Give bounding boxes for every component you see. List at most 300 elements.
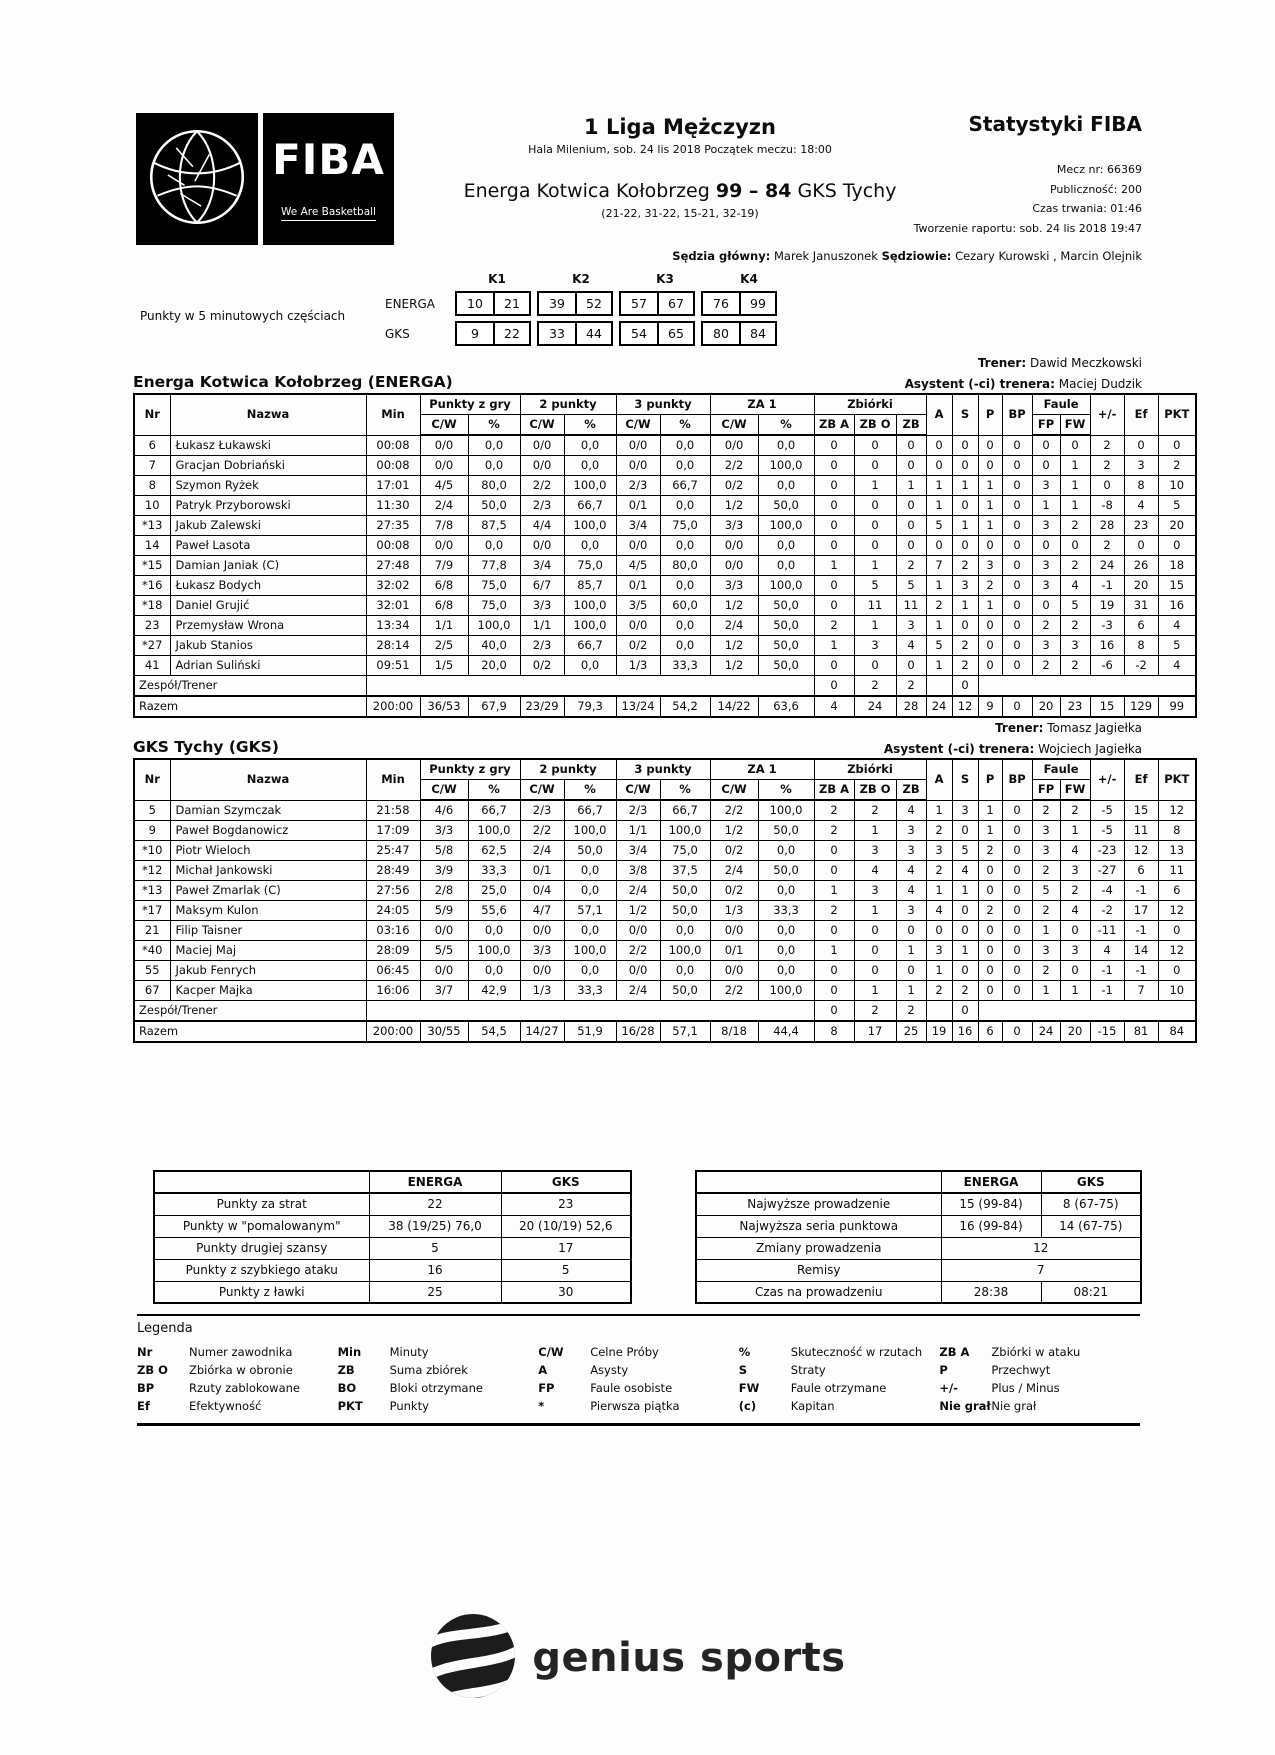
- stat-value: 1/1: [420, 616, 468, 636]
- stat-value: 24: [1090, 556, 1124, 576]
- stat-value: 2/3: [616, 476, 660, 496]
- summary-value: 16 (99-84): [941, 1215, 1041, 1237]
- stat-value: 0: [1002, 821, 1032, 841]
- assistant-name: Maciej Dudzik: [1058, 377, 1142, 391]
- stat-value: 100,0: [758, 981, 814, 1001]
- stat-value: 24: [1032, 1021, 1060, 1042]
- stat-column-header: C/W: [710, 415, 758, 436]
- stat-value: 1/5: [420, 656, 468, 676]
- stat-value: 3/3: [420, 821, 468, 841]
- stat-value: 0: [1158, 435, 1196, 456]
- stat-column-header: +/-: [1090, 394, 1124, 435]
- stat-value: 0: [978, 536, 1002, 556]
- stat-value: 8: [814, 1021, 854, 1042]
- stat-header-row: [134, 759, 1196, 780]
- stat-value: 3/4: [520, 556, 564, 576]
- stat-value: -1: [1090, 961, 1124, 981]
- stat-value: 0: [952, 616, 978, 636]
- stat-value: 50,0: [660, 981, 710, 1001]
- score-box-group: [619, 291, 695, 316]
- stat-column-header: PKT: [1158, 394, 1196, 435]
- row-label: Razem: [134, 696, 366, 717]
- stat-value: 0,0: [468, 456, 520, 476]
- stat-value: 0/0: [520, 961, 564, 981]
- stat-value: 3: [926, 841, 952, 861]
- stat-value: 0: [926, 456, 952, 476]
- stat-column-header: Nazwa: [170, 759, 366, 800]
- legend-desc: Rzuty zablokowane: [189, 1381, 301, 1395]
- summary-value: 30: [501, 1281, 631, 1303]
- stat-value: 17:09: [366, 821, 420, 841]
- stat-value: 0: [896, 961, 926, 981]
- stat-column-header: Min: [366, 394, 420, 435]
- stat-value: 1: [978, 516, 1002, 536]
- stat-value: 0,0: [564, 656, 616, 676]
- quarter-label: K4: [740, 272, 758, 286]
- stat-value: 27:56: [366, 881, 420, 901]
- player-number: *13: [134, 881, 170, 901]
- stat-value: 1/1: [616, 821, 660, 841]
- player-row: [134, 881, 1196, 901]
- stat-value: 0: [814, 496, 854, 516]
- stat-value: 2: [1060, 516, 1090, 536]
- legend-item: [538, 1381, 739, 1395]
- team-title-row: [133, 738, 1142, 756]
- fiba-logo: [136, 113, 394, 245]
- legend-desc: Minuty: [389, 1345, 429, 1359]
- stat-value: 0: [1002, 800, 1032, 821]
- stat-value: 0,0: [758, 476, 814, 496]
- stat-value: 0: [1158, 536, 1196, 556]
- summary-value: 28:38: [941, 1281, 1041, 1303]
- player-name: Jakub Fenrych: [170, 961, 366, 981]
- stat-value: 100,0: [564, 476, 616, 496]
- stat-value: 0: [854, 656, 896, 676]
- legend-desc: Faule otrzymane: [790, 1381, 887, 1395]
- summary-row: [696, 1193, 1141, 1215]
- stat-value: 24: [854, 696, 896, 717]
- player-row: [134, 656, 1196, 676]
- stat-value: 0: [1002, 476, 1032, 496]
- stat-value: 81: [1124, 1021, 1158, 1042]
- stat-value: 0: [896, 456, 926, 476]
- quarter-section-label: Punkty w 5 minutowych częściach: [140, 309, 346, 323]
- stat-value: 2/4: [616, 981, 660, 1001]
- stat-value: 0/0: [520, 435, 564, 456]
- player-number: 23: [134, 616, 170, 636]
- stat-value: 0: [1002, 861, 1032, 881]
- stat-value: 0: [1002, 496, 1032, 516]
- stat-value: 66,7: [468, 800, 520, 821]
- stat-value: 0,0: [564, 921, 616, 941]
- stat-value: 28:49: [366, 861, 420, 881]
- stat-value: 1: [1032, 921, 1060, 941]
- quarter-label: K3: [656, 272, 674, 286]
- player-number: *12: [134, 861, 170, 881]
- player-row: [134, 800, 1196, 821]
- stat-value: 00:08: [366, 435, 420, 456]
- stat-value: 20: [1032, 696, 1060, 717]
- legend-desc: Suma zbiórek: [389, 1363, 468, 1377]
- stat-value: 4: [1060, 901, 1090, 921]
- stat-value: 100,0: [564, 516, 616, 536]
- stat-value: 0: [854, 496, 896, 516]
- stat-value: -8: [1090, 496, 1124, 516]
- stat-value: 1: [854, 821, 896, 841]
- summary-value: 15 (99-84): [941, 1193, 1041, 1215]
- stat-value: 0/0: [710, 536, 758, 556]
- stat-value: 0: [854, 536, 896, 556]
- stat-column-header: P: [978, 394, 1002, 435]
- stat-value: 0/0: [420, 921, 468, 941]
- legend-title: Legenda: [137, 1321, 193, 1336]
- stat-value: 0,0: [660, 921, 710, 941]
- stat-value: 0/0: [520, 456, 564, 476]
- stat-value: 85,7: [564, 576, 616, 596]
- assistant-label: Asystent (-ci) trenera:: [904, 377, 1055, 391]
- legend-abbr: ZB A: [939, 1345, 970, 1359]
- stat-value: 0,0: [660, 456, 710, 476]
- score-box: 84: [739, 323, 775, 344]
- stat-value: 11:30: [366, 496, 420, 516]
- legend-abbr: FW: [738, 1381, 760, 1395]
- score-box-group: [701, 321, 777, 346]
- player-number: 14: [134, 536, 170, 556]
- stat-value: 50,0: [468, 496, 520, 516]
- legend-item: [939, 1399, 1140, 1413]
- stat-value: 1: [978, 800, 1002, 821]
- stat-value: 0: [854, 516, 896, 536]
- score-box-group: [537, 291, 613, 316]
- stat-value: 6: [1158, 881, 1196, 901]
- legend-abbr: Nr: [137, 1345, 153, 1359]
- summary-label: Remisy: [696, 1259, 941, 1281]
- player-row: [134, 941, 1196, 961]
- stat-value: 0: [896, 435, 926, 456]
- player-row: [134, 921, 1196, 941]
- legend-item: [338, 1381, 539, 1395]
- legend-abbr: BO: [337, 1381, 357, 1395]
- stat-value: 1: [814, 881, 854, 901]
- stat-value: 0,0: [564, 961, 616, 981]
- stat-value: 0: [1158, 961, 1196, 981]
- header-right: [802, 112, 1142, 238]
- legend-abbr: P: [939, 1363, 948, 1377]
- summary-label: Zmiany prowadzenia: [696, 1237, 941, 1259]
- stat-value: 50,0: [758, 656, 814, 676]
- legend-desc: Plus / Minus: [991, 1381, 1060, 1395]
- stat-column-header: +/-: [1090, 759, 1124, 800]
- stat-value: 0: [1060, 921, 1090, 941]
- stat-value: 30/55: [420, 1021, 468, 1042]
- stat-value: 03:16: [366, 921, 420, 941]
- stat-value: 4: [952, 861, 978, 881]
- stat-value: 0: [978, 616, 1002, 636]
- stat-value: 3: [1060, 941, 1090, 961]
- summary-row: [696, 1259, 1141, 1281]
- row-label: Razem: [134, 1021, 366, 1042]
- stat-value: 1: [1032, 496, 1060, 516]
- summary-value: 23: [501, 1193, 631, 1215]
- stat-value: 6/8: [420, 596, 468, 616]
- stat-value: 2: [952, 556, 978, 576]
- stat-value: 0/1: [520, 861, 564, 881]
- stat-value: 16: [1158, 596, 1196, 616]
- legend-item: [739, 1345, 940, 1359]
- stat-value: 1/3: [616, 656, 660, 676]
- player-number: 9: [134, 821, 170, 841]
- stat-value: 2: [1032, 656, 1060, 676]
- stat-value: 1: [978, 496, 1002, 516]
- stat-value: 0/0: [420, 456, 468, 476]
- stat-value: 1: [926, 881, 952, 901]
- stat-value: 50,0: [758, 496, 814, 516]
- stat-column-header: A: [926, 394, 952, 435]
- stat-value: 0: [926, 921, 952, 941]
- stat-value: 5/5: [420, 941, 468, 961]
- report-title: Statystyki FIBA: [968, 112, 1142, 136]
- summary-row: [696, 1281, 1141, 1303]
- stat-value: 0,0: [660, 435, 710, 456]
- stat-value: 0/4: [520, 881, 564, 901]
- team-label: GKS: [385, 326, 410, 341]
- stat-value: 2/4: [710, 861, 758, 881]
- player-row: [134, 961, 1196, 981]
- legend-item: [939, 1381, 1140, 1395]
- genius-sphere-icon: [429, 1612, 517, 1704]
- stat-value: 6: [978, 1021, 1002, 1042]
- stat-column-header: %: [564, 415, 616, 436]
- stat-value: 100,0: [564, 596, 616, 616]
- stat-value: 0: [1002, 435, 1032, 456]
- summary-column-header: ENERGA: [369, 1171, 501, 1193]
- score-box-group: [455, 321, 531, 346]
- stat-value: 1: [814, 636, 854, 656]
- leads-summary-table: [695, 1170, 1142, 1304]
- stat-value: 2: [1032, 861, 1060, 881]
- stat-value: 0: [1060, 961, 1090, 981]
- score-box: 33: [549, 326, 565, 341]
- stat-value: 0: [978, 636, 1002, 656]
- stat-value: 3: [1032, 516, 1060, 536]
- stat-value: 75,0: [468, 596, 520, 616]
- stat-value: 2/2: [520, 476, 564, 496]
- stat-value: 11: [1158, 861, 1196, 881]
- stat-value: 0,0: [660, 496, 710, 516]
- stat-value: 0: [1002, 1021, 1032, 1042]
- stat-value: 33,3: [660, 656, 710, 676]
- stat-value: 3: [1032, 556, 1060, 576]
- legend-desc: Kapitan: [790, 1399, 835, 1413]
- stat-value: 3: [1032, 941, 1060, 961]
- stat-value: 3/9: [420, 861, 468, 881]
- stat-value: 0: [814, 921, 854, 941]
- stat-value: 0: [1002, 456, 1032, 476]
- player-number: *17: [134, 901, 170, 921]
- stat-value: 3/4: [616, 516, 660, 536]
- stat-value: 100,0: [758, 576, 814, 596]
- stat-value: 54,5: [468, 1021, 520, 1042]
- summary-value: 22: [369, 1193, 501, 1215]
- summary-label: Punkty z szybkiego ataku: [154, 1259, 369, 1281]
- summary-row: [154, 1215, 631, 1237]
- player-row: [134, 496, 1196, 516]
- stat-value: 1/2: [710, 636, 758, 656]
- match-meta: [802, 160, 1142, 238]
- stat-value: 2/3: [520, 636, 564, 656]
- legend-abbr: +/-: [939, 1381, 958, 1395]
- stat-value: 2: [1090, 536, 1124, 556]
- stat-value: 00:08: [366, 536, 420, 556]
- stat-value: 0: [1032, 536, 1060, 556]
- stat-value: 5: [854, 576, 896, 596]
- stat-value: 1: [926, 961, 952, 981]
- stat-value: 0: [814, 456, 854, 476]
- stat-value: 0: [854, 456, 896, 476]
- duration: Czas trwania: 01:46: [1032, 202, 1142, 215]
- attendance: Publiczność: 200: [1049, 182, 1142, 196]
- stat-value: 2: [926, 861, 952, 881]
- stat-value: 0: [854, 941, 896, 961]
- player-row: [134, 901, 1196, 921]
- stat-value: 3: [952, 576, 978, 596]
- stat-value: 0/1: [616, 496, 660, 516]
- player-number: *18: [134, 596, 170, 616]
- stat-value: [978, 676, 1196, 697]
- stat-value: 63,6: [758, 696, 814, 717]
- stat-value: 0/1: [710, 941, 758, 961]
- player-number: 55: [134, 961, 170, 981]
- player-row: [134, 861, 1196, 881]
- stat-value: 5: [1158, 496, 1196, 516]
- stat-value: 2/2: [710, 981, 758, 1001]
- stat-value: 5: [896, 576, 926, 596]
- player-name: Damian Szymczak: [170, 800, 366, 821]
- stat-value: 2/4: [520, 841, 564, 861]
- legend-desc: Efektywność: [189, 1399, 262, 1413]
- score-box-group: [619, 321, 695, 346]
- genius-wordmark: genius sports: [532, 1635, 846, 1681]
- legend-desc: Nie grał: [991, 1399, 1037, 1413]
- stat-value: 4: [926, 901, 952, 921]
- legend-section: [137, 1314, 1140, 1426]
- player-number: *15: [134, 556, 170, 576]
- stat-value: 0/0: [616, 961, 660, 981]
- stat-value: 2/2: [710, 456, 758, 476]
- stat-value: 3: [896, 841, 926, 861]
- stat-value: 0/0: [420, 961, 468, 981]
- stat-value: 1: [926, 656, 952, 676]
- legend-abbr: C/W: [538, 1345, 564, 1359]
- stat-value: 3/3: [710, 576, 758, 596]
- fiba-brand: FIBA: [272, 135, 385, 184]
- stat-value: 99: [1158, 696, 1196, 717]
- stat-value: 19: [1090, 596, 1124, 616]
- fiba-globe-box: [136, 113, 258, 245]
- stat-value: 1: [854, 476, 896, 496]
- stat-value: 1: [926, 476, 952, 496]
- stat-value: 1: [1060, 821, 1090, 841]
- stat-value: 66,7: [564, 800, 616, 821]
- stat-value: 0,0: [758, 881, 814, 901]
- stat-value: 2: [814, 901, 854, 921]
- score-box-group: [455, 291, 531, 316]
- stat-value: 0: [978, 456, 1002, 476]
- stat-value: 20: [1158, 516, 1196, 536]
- stat-value: 2/5: [420, 636, 468, 656]
- stat-value: 4: [1060, 841, 1090, 861]
- summary-column-header: [696, 1171, 941, 1193]
- stat-value: 11: [896, 596, 926, 616]
- player-row: [134, 821, 1196, 841]
- stat-value: 0: [952, 821, 978, 841]
- legend-abbr: Ef: [137, 1399, 150, 1413]
- stat-value: 3/4: [616, 841, 660, 861]
- stat-value: 0/2: [710, 476, 758, 496]
- team-label: ENERGA: [385, 296, 435, 311]
- player-name: Jakub Zalewski: [170, 516, 366, 536]
- player-row: [134, 456, 1196, 476]
- summary-value: 16: [369, 1259, 501, 1281]
- stat-value: 1: [854, 556, 896, 576]
- stat-value: 3: [896, 616, 926, 636]
- stat-value: 1: [926, 616, 952, 636]
- player-number: *13: [134, 516, 170, 536]
- stat-value: 51,9: [564, 1021, 616, 1042]
- summary-value: 14 (67-75): [1041, 1215, 1141, 1237]
- player-number: 67: [134, 981, 170, 1001]
- stat-column-header: Min: [366, 759, 420, 800]
- stat-value: 1: [854, 616, 896, 636]
- legend-abbr: (c): [738, 1399, 757, 1413]
- team-row: [134, 1001, 1196, 1022]
- stat-value: 0: [1002, 516, 1032, 536]
- team-title-row: [133, 373, 1142, 391]
- stat-value: 0: [1032, 435, 1060, 456]
- quarter-scores-section: [140, 272, 880, 360]
- score-box: 67: [657, 293, 693, 314]
- stat-value: 2: [1158, 456, 1196, 476]
- stat-value: 2: [1032, 961, 1060, 981]
- team-section-away: [133, 721, 1190, 1043]
- summary-value: 17: [501, 1237, 631, 1259]
- stat-value: 36/53: [420, 696, 468, 717]
- summary-column-header: ENERGA: [941, 1171, 1041, 1193]
- stat-column-header: C/W: [710, 780, 758, 801]
- player-row: [134, 596, 1196, 616]
- stat-value: 1/2: [710, 656, 758, 676]
- stat-value: 1/2: [710, 496, 758, 516]
- stat-value: 2/3: [616, 800, 660, 821]
- stat-value: 0: [978, 981, 1002, 1001]
- stat-value: 40,0: [468, 636, 520, 656]
- stat-column-header: Ef: [1124, 759, 1158, 800]
- stat-value: -23: [1090, 841, 1124, 861]
- stat-value: 0: [854, 435, 896, 456]
- stat-value: 12: [1158, 941, 1196, 961]
- stat-value: 0,0: [660, 961, 710, 981]
- stat-value: 66,7: [564, 636, 616, 656]
- legend-abbr: Nie grał: [939, 1399, 991, 1413]
- score-box: 54: [631, 326, 647, 341]
- score-box: 44: [575, 323, 611, 344]
- stat-value: [978, 1001, 1196, 1022]
- stat-value: 31: [1124, 596, 1158, 616]
- stat-value: 1: [952, 516, 978, 536]
- score-box: 39: [549, 296, 565, 311]
- stat-value: 200:00: [366, 1021, 420, 1042]
- legend-abbr: *: [538, 1399, 545, 1413]
